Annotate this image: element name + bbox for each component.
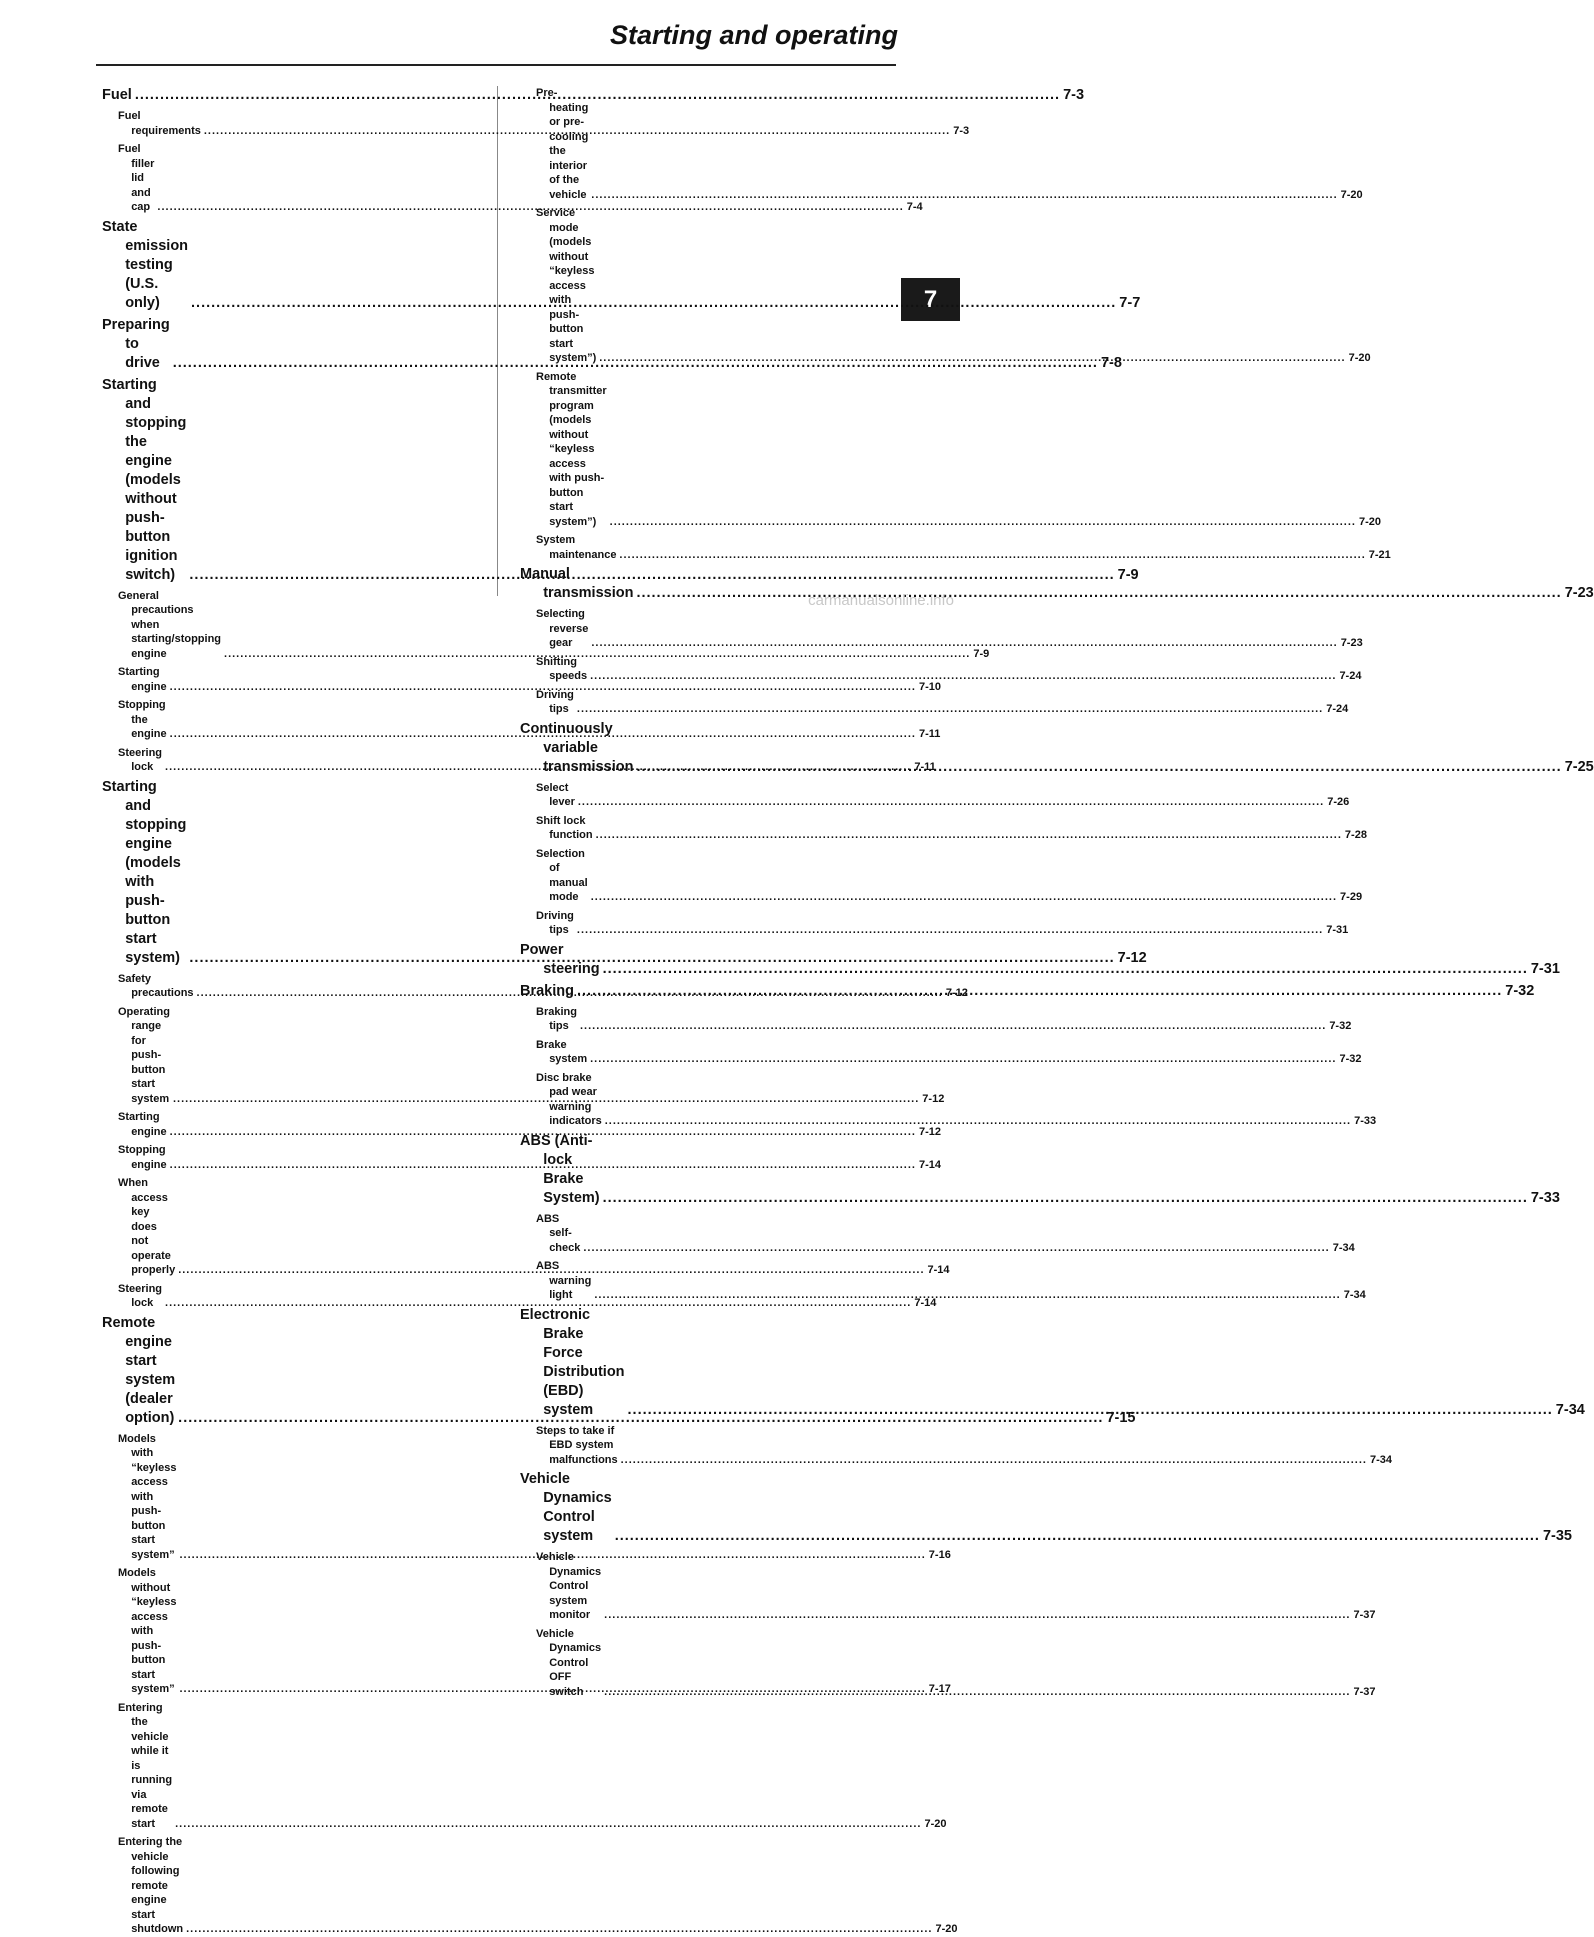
- toc-subsection-entry[interactable]: [520, 1424, 1392, 1468]
- toc-page-number: 7-23: [1340, 637, 1363, 649]
- toc-entry-title: Selecting reverse gear: [536, 608, 589, 649]
- toc-entry-title: Service mode (models without “keyless access with push-button start system”): [536, 207, 597, 364]
- toc-entry-title: Disc brake pad wear warning indicators: [536, 1071, 602, 1127]
- toc-page-number: 7-25: [1564, 758, 1594, 775]
- toc-entry-title: Stopping engine: [118, 1144, 167, 1171]
- toc-leader-dots: [636, 584, 1561, 603]
- toc-page-number: 7-12: [1117, 949, 1147, 966]
- toc-leader-dots: [596, 828, 1342, 843]
- toc-entry-title: Driving tips: [536, 909, 574, 936]
- toc-leader-dots: [590, 1052, 1336, 1067]
- toc-page-number: 7-11: [914, 761, 936, 773]
- toc-leader-dots: [591, 890, 1337, 905]
- toc-entry-title: Remote engine start system (dealer option): [102, 1314, 176, 1426]
- toc-entry-title: Entering the vehicle while it is running via remote start: [118, 1701, 173, 1830]
- toc-leader-dots: [577, 923, 1323, 938]
- toc-entry-title: Remote transmitter program (models without “keyless access with push-button start system”): [536, 370, 607, 528]
- toc-page-number: 7-14: [914, 1297, 937, 1309]
- toc-page-number: 7-24: [1326, 703, 1349, 715]
- toc-entry-title: Pre-heating or pre-cooling the interior of the vehicle: [536, 87, 589, 201]
- toc-entry-title: Continuously variable transmission: [520, 720, 634, 775]
- toc-page-number: 7-20: [935, 1923, 958, 1935]
- toc-page-number: 7-20: [1358, 515, 1382, 528]
- toc-leader-dots: [590, 669, 1336, 684]
- toc-entry-title: Braking tips: [536, 1005, 577, 1032]
- toc-entry-title: When access key does not operate properly: [118, 1177, 176, 1276]
- toc-page-number: 7-37: [1353, 1609, 1376, 1621]
- toc-page-number: 7-37: [1353, 1685, 1376, 1698]
- toc-page-number: 7-32: [1339, 1053, 1362, 1065]
- toc-entry-title: Models with “keyless access with push-button start system”: [118, 1432, 177, 1561]
- toc-leader-dots: [603, 1189, 1528, 1208]
- toc-page-number: 7-4: [906, 201, 923, 213]
- toc-page-number: 7-24: [1339, 670, 1362, 682]
- toc-subsection-entry[interactable]: [102, 109, 970, 138]
- toc-leader-dots: [591, 188, 1337, 203]
- toc-page-number: 7-9: [973, 647, 990, 660]
- toc-page-number: 7-11: [918, 728, 941, 740]
- toc-entry-title: Starting engine: [118, 1111, 167, 1138]
- toc-page-number: 7-34: [1555, 1401, 1585, 1418]
- toc-page-number: 7-3: [1063, 87, 1085, 103]
- toc-leader-dots: [599, 351, 1345, 366]
- toc-entry-title: Models without “keyless access with push-button start system”: [118, 1567, 177, 1695]
- toc-page-number: 7-16: [928, 1548, 951, 1561]
- toc-leader-dots: [615, 1527, 1540, 1546]
- toc-subsection-entry[interactable]: [520, 688, 1349, 717]
- toc-entry-title: Safety precautions: [118, 972, 194, 999]
- toc-subsection-entry[interactable]: [520, 1005, 1352, 1034]
- toc-section-entry[interactable]: [102, 86, 1085, 105]
- toc-leader-dots: [610, 515, 1356, 530]
- toc-leader-dots: [628, 1401, 1553, 1420]
- toc-leader-dots: [175, 1817, 921, 1832]
- toc-entry-title: Starting and stopping engine (models with push-button start system): [102, 778, 187, 966]
- toc-subsection-entry[interactable]: [520, 1212, 1355, 1256]
- toc-page-number: 7-32: [1329, 1020, 1352, 1032]
- toc-subsection-entry[interactable]: [520, 909, 1349, 938]
- toc-leader-dots: [605, 1114, 1351, 1129]
- toc-subsection-entry[interactable]: [520, 370, 1382, 530]
- toc-entry-title: State emission testing (U.S. only): [102, 218, 189, 311]
- toc-subsection-entry[interactable]: [102, 1835, 958, 1937]
- toc-leader-dots: [636, 758, 1561, 777]
- toc-entry-title: Fuel requirements: [118, 110, 201, 137]
- toc-page-number: 7-23: [1564, 585, 1594, 601]
- toc-entry-title: Electronic Brake Force Distribution (EBD) system: [520, 1306, 625, 1418]
- toc-section-entry[interactable]: [520, 1470, 1572, 1546]
- toc-entry-title: Operating range for push-button start system: [118, 1005, 170, 1105]
- toc-page-number: 7-20: [1340, 188, 1363, 201]
- toc-entry-title: Shifting speeds: [536, 655, 588, 682]
- chapter-tab[interactable]: 7: [901, 278, 960, 321]
- toc-entry-title: Fuel: [102, 87, 132, 103]
- toc-page-number: 7-21: [1368, 548, 1391, 561]
- toc-entry-title: Selection of manual mode: [536, 847, 588, 903]
- toc-entry-title: General precautions when starting/stopping engine: [118, 589, 222, 660]
- toc-page-number: 7-12: [945, 987, 968, 999]
- toc-page-number: 7-28: [1344, 829, 1367, 841]
- toc-subsection-entry[interactable]: [520, 533, 1391, 562]
- toc-leader-dots: [604, 1608, 1350, 1623]
- toc-page-number: 7-34: [1332, 1241, 1355, 1254]
- toc-page-number: 7-8: [1100, 354, 1122, 371]
- toc-entry-title: Shift lock function: [536, 814, 593, 841]
- toc-page-number: 7-20: [924, 1817, 947, 1830]
- toc-subsection-entry[interactable]: [520, 781, 1350, 810]
- toc-leader-dots: [577, 982, 1502, 1001]
- toc-entry-title: Power steering: [520, 941, 600, 977]
- toc-leader-dots: [186, 1922, 932, 1937]
- toc-subsection-entry[interactable]: [520, 655, 1362, 684]
- toc-page-number: 7-3: [953, 124, 970, 137]
- toc-entry-title: Fuel filler lid and cap: [118, 143, 155, 213]
- toc-entry-title: Braking: [520, 982, 574, 999]
- toc-entry-title: Brake system: [536, 1038, 588, 1065]
- toc-entry-title: Select lever: [536, 781, 575, 808]
- toc-entry-title: System maintenance: [536, 534, 617, 561]
- toc-leader-dots: [621, 1453, 1367, 1468]
- toc-entry-title: Vehicle Dynamics Control OFF switch: [536, 1627, 602, 1698]
- toc-entry-title: Vehicle Dynamics Control system: [520, 1471, 612, 1544]
- toc-entry-title: Steps to take if EBD system malfunctions: [536, 1424, 618, 1466]
- toc-page-number: 7-17: [928, 1683, 951, 1695]
- toc-leader-dots: [604, 1685, 1350, 1700]
- toc-entry-title: Driving tips: [536, 688, 574, 715]
- column-divider: [497, 86, 498, 596]
- toc-entry-title: Starting engine: [118, 666, 167, 693]
- toc-leader-dots: [594, 1288, 1340, 1303]
- toc-entry-title: ABS (Anti-lock Brake System): [520, 1132, 600, 1206]
- toc-subsection-entry[interactable]: [520, 814, 1367, 843]
- toc-leader-dots: [619, 548, 1365, 563]
- toc-page-number: 7-15: [1106, 1409, 1136, 1426]
- toc-page-number: 7-31: [1530, 960, 1560, 977]
- toc-entry-title: Preparing to drive: [102, 316, 170, 371]
- toc-page-number: 7-26: [1327, 796, 1350, 808]
- toc-leader-dots: [578, 795, 1324, 810]
- toc-page-number: 7-29: [1340, 891, 1363, 903]
- toc-subsection-entry[interactable]: [520, 847, 1363, 905]
- toc-page-number: 7-34: [1369, 1453, 1392, 1466]
- toc-leader-dots: [580, 1019, 1326, 1034]
- toc-page-number: 7-10: [918, 680, 941, 693]
- toc-page-number: 7-20: [1348, 352, 1371, 364]
- toc-page-number: 7-14: [918, 1158, 942, 1171]
- toc-entry-title: Entering the vehicle following remote engine start shutdown: [118, 1836, 184, 1935]
- toc-page-number: 7-35: [1542, 1528, 1572, 1544]
- toc-subsection-entry[interactable]: [520, 607, 1363, 651]
- toc-leader-dots: [583, 1241, 1329, 1256]
- toc-page-number: 7-12: [918, 1125, 941, 1138]
- toc-entry-title: ABS warning light: [536, 1260, 592, 1301]
- toc-page-number: 7-34: [1343, 1289, 1366, 1301]
- toc-page-number: 7-14: [927, 1264, 950, 1276]
- toc-subsection-entry[interactable]: [520, 1038, 1362, 1067]
- toc-leader-dots: [591, 636, 1337, 651]
- toc-page-number: 7-9: [1117, 566, 1139, 583]
- toc-entry-title: Steering lock: [118, 746, 163, 773]
- toc-entry-title: Steering lock: [118, 1282, 163, 1309]
- toc-entry-title: Starting and stopping the engine (models without push-button ignition switch): [102, 376, 187, 583]
- title-rule: [96, 64, 896, 66]
- toc-page-number: 7-33: [1530, 1189, 1560, 1206]
- toc-leader-dots: [577, 702, 1323, 717]
- toc-entry-title: Vehicle Dynamics Control system monitor: [536, 1551, 602, 1621]
- watermark: carmanualsonline.info: [808, 592, 954, 609]
- toc-leader-dots: [603, 960, 1528, 979]
- toc-page-number: 7-31: [1326, 924, 1349, 936]
- toc-subsection-entry[interactable]: [102, 1282, 937, 1311]
- toc-page-number: 7-32: [1505, 982, 1535, 999]
- toc-page-number: 7-12: [922, 1092, 945, 1105]
- toc-subsection-entry[interactable]: [102, 1143, 942, 1172]
- toc-page-number: 7-33: [1354, 1115, 1377, 1127]
- toc-entry-title: Manual transmission: [520, 566, 634, 601]
- toc-page-number: 7-7: [1119, 294, 1141, 311]
- toc-entry-title: Stopping the engine: [118, 699, 167, 740]
- page-title: Starting and operating: [609, 20, 898, 50]
- toc-subsection-entry[interactable]: [102, 1110, 941, 1139]
- toc-section-entry[interactable]: [102, 316, 1122, 373]
- toc-entry-title: ABS self-check: [536, 1212, 581, 1254]
- toc-subsection-entry[interactable]: [102, 1701, 947, 1832]
